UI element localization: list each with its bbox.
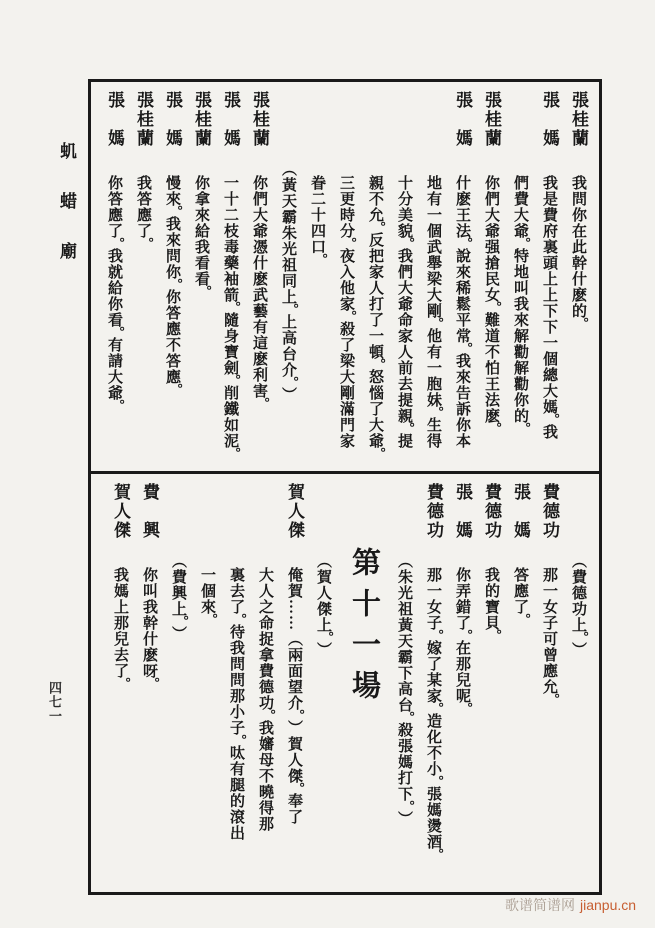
speaker-name: 張桂蘭 — [250, 91, 269, 148]
column-text: （費德功上。） — [570, 553, 589, 658]
column-text: （賀人傑上。） — [315, 553, 334, 658]
dialogue-continuation-column — [390, 91, 419, 467]
speaker-name: 賀人傑 — [111, 483, 130, 540]
column-text: 我的寶貝。 — [483, 567, 502, 642]
column-text: 我答應了。 — [135, 175, 154, 250]
column-text: 你弄錯了。在那兒呢。 — [454, 567, 473, 715]
column-text: 那一女子可曾應允。 — [541, 567, 560, 706]
dialogue-continuation-column — [419, 91, 448, 467]
dialogue-column — [187, 91, 216, 467]
column-text: （黃天霸朱光祖同上。上高台介。） — [280, 161, 299, 403]
column-text: 裏去了。待我問問那小子。呔有腿的滾出 — [228, 567, 247, 841]
column-text: 我問你在此幹什麽的。 — [570, 175, 589, 330]
column-text: 眷二十四口。 — [309, 175, 328, 266]
column-text: （費興上。） — [170, 553, 189, 642]
column-text: 十分美貌。我們大爺命家人前去提親。提 — [396, 175, 415, 449]
dialogue-column — [564, 91, 593, 467]
column-text: 你答應了。我就給你看。有請大爺。 — [106, 175, 125, 412]
dialogue-column — [477, 91, 506, 467]
watermark — [505, 895, 636, 915]
dialogue-continuation-column — [361, 91, 390, 467]
speaker-name: 張 媽 — [221, 91, 240, 148]
bottom-text-section — [91, 474, 599, 892]
page-number: 四七一 — [47, 681, 62, 723]
dialogue-column — [477, 483, 506, 888]
dialogue-column — [448, 483, 477, 888]
dialogue-column — [129, 91, 158, 467]
stage-direction-column — [390, 483, 419, 888]
stage-direction-column — [564, 483, 593, 888]
column-text: 你們大爺强搶民女。難道不怕王法麽。 — [483, 175, 502, 435]
dialogue-column — [216, 91, 245, 467]
speaker-name: 張 媽 — [163, 91, 182, 148]
watermark-site-name: 歌谱简谱网 — [505, 897, 575, 913]
dialogue-column — [135, 483, 164, 888]
dialogue-column — [419, 483, 448, 888]
column-text: 什麽王法。說來稀鬆平常。我來告訴你本 — [454, 175, 473, 449]
text-frame — [88, 79, 602, 895]
column-text: 一個來。 — [199, 567, 218, 626]
book-title-margin: 虮蜡廟 — [57, 142, 76, 292]
speaker-name: 費德功 — [540, 483, 559, 540]
speaker-name: 張 媽 — [540, 91, 559, 148]
dialogue-continuation-column — [303, 91, 332, 467]
dialogue-column — [535, 483, 564, 888]
column-text: 答應了。 — [512, 567, 531, 626]
speaker-name: 張 媽 — [511, 483, 530, 540]
column-text: 三更時分。夜入他家。殺了梁大剛滿門家 — [338, 175, 357, 449]
scene-heading — [342, 483, 386, 888]
column-text: 們費大爺。特地叫我來解勸解勸你的。 — [512, 175, 531, 435]
column-text: 我媽上那兒去了。 — [112, 567, 131, 690]
column-text: 俺賀……（兩面望介。）賀人傑。奉了 — [286, 567, 305, 825]
column-text: 一十二枝毒藥袖箭。隨身寶劍。削鐵如泥。 — [222, 175, 241, 460]
column-text: （朱光祖黃天霸下高台。殺張媽打下。） — [396, 553, 415, 827]
dialogue-continuation-column — [332, 91, 361, 467]
column-text: 親不允。反把家人打了一頓。怒惱了大爺。 — [367, 175, 386, 460]
speaker-name: 張桂蘭 — [482, 91, 501, 148]
speaker-name: 張 媽 — [453, 91, 472, 148]
column-text: 第十一場 — [348, 547, 380, 711]
column-text: 你們大爺憑什麽武藝有這麽利害。 — [251, 175, 270, 410]
speaker-name: 費 興 — [140, 483, 159, 540]
speaker-name: 張桂蘭 — [134, 91, 153, 148]
speaker-name: 張桂蘭 — [569, 91, 588, 148]
column-text: 地有一個武舉梁大剛。他有一胞妹。生得 — [425, 175, 444, 449]
speaker-name: 費德功 — [424, 483, 443, 540]
dialogue-continuation-column — [222, 483, 251, 888]
column-text: 你拿來給我看看。 — [193, 175, 212, 298]
dialogue-column — [106, 483, 135, 888]
speaker-name: 張 媽 — [105, 91, 124, 148]
dialogue-column — [245, 91, 274, 467]
watermark-site-url: jianpu.cn — [580, 897, 637, 913]
top-text-section — [91, 82, 599, 471]
column-text: 我是費府裏頭上上下下一個總大媽。我 — [541, 175, 560, 440]
dialogue-column — [448, 91, 477, 467]
stage-direction-column — [309, 483, 338, 888]
column-text: 大人之命捉拿費德功。我嬸母不曉得那 — [257, 567, 276, 832]
column-text: 你叫我幹什麽呀。 — [141, 567, 160, 690]
stage-direction-column — [164, 483, 193, 888]
column-text: 那一女子。嫁了某家。造化不小。張媽燙酒。 — [425, 567, 444, 861]
dialogue-continuation-column — [193, 483, 222, 888]
column-text: 慢來。我來問你。你答應不答應。 — [164, 175, 183, 396]
speaker-name: 賀人傑 — [285, 483, 304, 540]
dialogue-column — [158, 91, 187, 467]
dialogue-continuation-column — [251, 483, 280, 888]
dialogue-continuation-column — [506, 91, 535, 467]
dialogue-column — [535, 91, 564, 467]
dialogue-column — [100, 91, 129, 467]
speaker-name: 張桂蘭 — [192, 91, 211, 148]
dialogue-column — [280, 483, 309, 888]
speaker-name: 張 媽 — [453, 483, 472, 540]
speaker-name: 費德功 — [482, 483, 501, 540]
stage-direction-column — [274, 91, 303, 467]
dialogue-column — [506, 483, 535, 888]
